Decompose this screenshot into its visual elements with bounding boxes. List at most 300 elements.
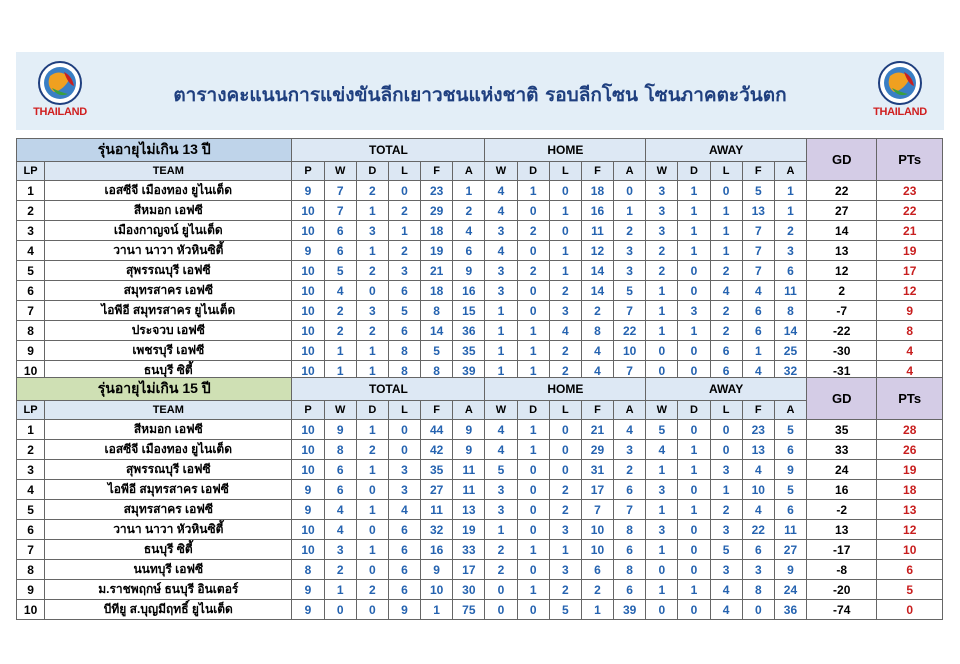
stat-cell: 1 (710, 241, 742, 261)
stat-cell: 3 (485, 261, 517, 281)
stat-cell: 7 (614, 301, 646, 321)
stat-cell: 3 (614, 440, 646, 460)
stat-cell: 22 (742, 520, 774, 540)
stat-cell: 17 (453, 560, 485, 580)
stat-cell: 1 (453, 181, 485, 201)
table-row (17, 440, 943, 460)
stat-cell: 9 (774, 560, 806, 580)
stat-cell: 9 (292, 241, 324, 261)
rank-cell: 3 (17, 221, 45, 241)
stat-cell: 1 (678, 201, 710, 221)
stat-cell: 1 (485, 301, 517, 321)
team-name-cell: วานา นาวา หัวหินซิตี้ (45, 241, 292, 261)
stat-cell: 1 (356, 341, 388, 361)
stat-header: A (614, 162, 646, 181)
home-header: HOME (485, 378, 646, 401)
stat-cell: 1 (324, 580, 356, 600)
team-name-cell: เอสซีจี เมืองทอง ยูไนเต็ด (45, 181, 292, 201)
stat-cell: 10 (292, 361, 324, 381)
stat-cell: 42 (421, 440, 453, 460)
stat-header: W (324, 162, 356, 181)
stat-header: F (421, 401, 453, 420)
team-name-cell: ธนบุรี ซิตี้ (45, 361, 292, 381)
stat-cell: 3 (324, 540, 356, 560)
stat-cell: 29 (421, 201, 453, 221)
stat-header: A (774, 162, 806, 181)
stat-cell: 11 (581, 221, 613, 241)
stat-cell: 2 (614, 221, 646, 241)
stat-cell: 7 (324, 201, 356, 221)
points-cell: 13 (877, 500, 943, 520)
goal-diff-cell: -30 (807, 341, 877, 361)
stat-cell: 0 (710, 440, 742, 460)
stat-header: L (710, 401, 742, 420)
stat-cell: 9 (324, 420, 356, 440)
points-cell: 10 (877, 540, 943, 560)
stat-cell: 2 (324, 321, 356, 341)
stat-cell: 6 (324, 460, 356, 480)
stat-cell: 8 (581, 321, 613, 341)
stat-cell: 5 (614, 281, 646, 301)
stat-cell: 0 (388, 420, 420, 440)
stat-cell: 3 (646, 201, 678, 221)
stat-header: P (292, 401, 324, 420)
stat-cell: 2 (710, 261, 742, 281)
stat-cell: 2 (356, 181, 388, 201)
stat-cell: 8 (292, 560, 324, 580)
stat-cell: 32 (774, 361, 806, 381)
team-name-cell: สีหมอก เอฟซี (45, 420, 292, 440)
stat-cell: 1 (356, 201, 388, 221)
goal-diff-cell: 13 (807, 520, 877, 540)
team-name-cell: วานา นาวา หัวหินซิตี้ (45, 520, 292, 540)
points-cell: 4 (877, 341, 943, 361)
stat-cell: 1 (356, 500, 388, 520)
stat-cell: 0 (517, 560, 549, 580)
stat-cell: 3 (646, 480, 678, 500)
rank-cell: 2 (17, 440, 45, 460)
stat-header: L (388, 162, 420, 181)
total-header: TOTAL (292, 378, 485, 401)
stat-cell: 0 (646, 560, 678, 580)
stat-cell: 2 (485, 540, 517, 560)
stat-cell: 3 (710, 560, 742, 580)
stat-cell: 0 (710, 181, 742, 201)
rank-cell: 6 (17, 520, 45, 540)
stat-cell: 8 (614, 520, 646, 540)
table-row (17, 560, 943, 580)
stat-cell: 1 (421, 600, 453, 620)
stat-cell: 5 (710, 540, 742, 560)
stat-cell: 0 (678, 420, 710, 440)
goal-diff-cell: -8 (807, 560, 877, 580)
stat-cell: 1 (485, 321, 517, 341)
stat-cell: 4 (742, 281, 774, 301)
stat-cell: 9 (292, 500, 324, 520)
stat-cell: 6 (388, 560, 420, 580)
stat-cell: 0 (356, 480, 388, 500)
stat-cell: 9 (292, 580, 324, 600)
stat-cell: 4 (485, 440, 517, 460)
stat-header: W (646, 401, 678, 420)
stat-header: F (742, 401, 774, 420)
stat-header: D (517, 162, 549, 181)
stat-cell: 1 (678, 580, 710, 600)
goal-diff-cell: 14 (807, 221, 877, 241)
stat-cell: 6 (774, 500, 806, 520)
stat-cell: 10 (292, 321, 324, 341)
stat-cell: 1 (678, 440, 710, 460)
rank-cell: 9 (17, 580, 45, 600)
stat-cell: 4 (646, 440, 678, 460)
stat-cell: 4 (485, 201, 517, 221)
stat-cell: 1 (356, 460, 388, 480)
stat-header: A (453, 401, 485, 420)
stat-cell: 4 (549, 321, 581, 341)
stat-cell: 7 (324, 181, 356, 201)
stat-cell: 3 (614, 241, 646, 261)
stat-cell: 1 (678, 321, 710, 341)
stat-cell: 2 (453, 201, 485, 221)
goal-diff-cell: 13 (807, 241, 877, 261)
stat-cell: 0 (678, 341, 710, 361)
team-name-cell: เพชรบุรี เอฟซี (45, 341, 292, 361)
stat-cell: 2 (549, 500, 581, 520)
rank-cell: 9 (17, 341, 45, 361)
stat-cell: 7 (614, 361, 646, 381)
stat-cell: 1 (774, 181, 806, 201)
stat-header: W (485, 401, 517, 420)
stat-cell: 6 (614, 540, 646, 560)
stat-cell: 2 (581, 580, 613, 600)
stat-cell: 8 (774, 301, 806, 321)
team-name-cell: ประจวบ เอฟซี (45, 321, 292, 341)
stat-cell: 0 (614, 181, 646, 201)
team-name-cell: เมืองกาญจน์ ยูไนเต็ด (45, 221, 292, 241)
points-cell: 0 (877, 600, 943, 620)
goal-diff-cell: 12 (807, 261, 877, 281)
stat-cell: 3 (646, 520, 678, 540)
stat-header: W (324, 401, 356, 420)
points-cell: 19 (877, 460, 943, 480)
rank-cell: 1 (17, 181, 45, 201)
stat-cell: 6 (324, 241, 356, 261)
stat-cell: 0 (742, 600, 774, 620)
stat-cell: 4 (614, 420, 646, 440)
stat-cell: 10 (292, 301, 324, 321)
stat-cell: 9 (453, 261, 485, 281)
stat-cell: 17 (581, 480, 613, 500)
thailand-youth-league-logo (864, 58, 936, 124)
stat-cell: 3 (388, 261, 420, 281)
table-row (17, 341, 943, 361)
rank-cell: 1 (17, 420, 45, 440)
stat-cell: 7 (581, 500, 613, 520)
stat-cell: 9 (292, 600, 324, 620)
stat-cell: 0 (549, 181, 581, 201)
total-header: TOTAL (292, 139, 485, 162)
stat-cell: 1 (388, 221, 420, 241)
stat-cell: 2 (356, 321, 388, 341)
stat-cell: 0 (646, 361, 678, 381)
stat-cell: 2 (646, 241, 678, 261)
stat-cell: 4 (324, 500, 356, 520)
stat-cell: 6 (710, 341, 742, 361)
stat-cell: 0 (517, 500, 549, 520)
points-cell: 17 (877, 261, 943, 281)
stat-cell: 7 (742, 261, 774, 281)
stat-cell: 44 (421, 420, 453, 440)
table-row (17, 520, 943, 540)
stat-cell: 9 (292, 181, 324, 201)
team-header: TEAM (45, 162, 292, 181)
stat-cell: 9 (774, 460, 806, 480)
stat-header: F (742, 162, 774, 181)
stat-cell: 2 (710, 321, 742, 341)
stat-cell: 21 (421, 261, 453, 281)
stat-cell: 10 (292, 201, 324, 221)
stat-cell: 14 (421, 321, 453, 341)
table-row (17, 221, 943, 241)
stat-cell: 2 (581, 301, 613, 321)
stat-cell: 3 (356, 221, 388, 241)
stat-cell: 2 (356, 440, 388, 460)
stat-cell: 1 (517, 420, 549, 440)
stat-cell: 13 (742, 201, 774, 221)
stat-cell: 0 (517, 241, 549, 261)
points-cell: 22 (877, 201, 943, 221)
stat-cell: 1 (710, 480, 742, 500)
stat-header: A (774, 401, 806, 420)
stat-cell: 3 (646, 221, 678, 241)
stat-cell: 30 (453, 580, 485, 600)
stat-cell: 1 (581, 600, 613, 620)
table-row (17, 281, 943, 301)
stat-cell: 1 (324, 361, 356, 381)
stat-cell: 27 (421, 480, 453, 500)
stat-cell: 0 (646, 600, 678, 620)
stat-cell: 6 (453, 241, 485, 261)
stat-cell: 3 (710, 520, 742, 540)
table-row (17, 321, 943, 341)
stat-header: A (614, 401, 646, 420)
table-row (17, 580, 943, 600)
points-cell: 4 (877, 361, 943, 381)
goal-diff-cell: -22 (807, 321, 877, 341)
stat-header: D (678, 162, 710, 181)
stat-cell: 10 (614, 341, 646, 361)
stat-cell: 4 (388, 500, 420, 520)
stat-cell: 0 (324, 600, 356, 620)
stat-header: L (388, 401, 420, 420)
stat-cell: 11 (774, 520, 806, 540)
points-cell: 12 (877, 281, 943, 301)
stat-header: W (485, 162, 517, 181)
stat-cell: 36 (774, 600, 806, 620)
rank-cell: 6 (17, 281, 45, 301)
stat-cell: 2 (324, 301, 356, 321)
stat-cell: 29 (581, 440, 613, 460)
goal-diff-cell: 27 (807, 201, 877, 221)
stat-cell: 1 (356, 361, 388, 381)
stat-cell: 1 (549, 241, 581, 261)
goal-diff-cell: 2 (807, 281, 877, 301)
stat-cell: 33 (453, 540, 485, 560)
header-banner (16, 52, 944, 130)
stat-cell: 3 (549, 301, 581, 321)
stat-cell: 4 (581, 341, 613, 361)
table-row (17, 480, 943, 500)
stat-cell: 1 (646, 540, 678, 560)
stat-cell: 13 (742, 440, 774, 460)
stat-cell: 39 (453, 361, 485, 381)
stat-cell: 5 (324, 261, 356, 281)
team-name-cell: เอสซีจี เมืองทอง ยูไนเต็ด (45, 440, 292, 460)
stat-cell: 2 (646, 261, 678, 281)
points-cell: 6 (877, 560, 943, 580)
stat-cell: 1 (678, 500, 710, 520)
team-name-cell: สมุทรสาคร เอฟซี (45, 500, 292, 520)
stat-cell: 3 (549, 520, 581, 540)
stat-cell: 32 (421, 520, 453, 540)
stat-cell: 0 (485, 600, 517, 620)
team-name-cell: สมุทรสาคร เอฟซี (45, 281, 292, 301)
stat-cell: 31 (581, 460, 613, 480)
stat-cell: 6 (742, 321, 774, 341)
team-name-cell: สุพรรณบุรี เอฟซี (45, 460, 292, 480)
stat-cell: 3 (614, 261, 646, 281)
stat-cell: 25 (774, 341, 806, 361)
stat-cell: 4 (485, 241, 517, 261)
stat-cell: 6 (581, 560, 613, 580)
stat-cell: 8 (421, 361, 453, 381)
stat-cell: 2 (549, 480, 581, 500)
group-title: รุ่นอายุไม่เกิน 13 ปี (17, 139, 292, 162)
stat-cell: 0 (646, 341, 678, 361)
stat-cell: 19 (421, 241, 453, 261)
stat-cell: 6 (324, 221, 356, 241)
gd-header: GD (807, 139, 877, 181)
stat-cell: 8 (742, 580, 774, 600)
stat-cell: 9 (421, 560, 453, 580)
stat-cell: 4 (453, 221, 485, 241)
stat-cell: 9 (292, 480, 324, 500)
stat-cell: 7 (742, 241, 774, 261)
stat-cell: 0 (517, 201, 549, 221)
stat-cell: 1 (774, 201, 806, 221)
team-name-cell: ธนบุรี ซิตี้ (45, 540, 292, 560)
rank-cell: 5 (17, 261, 45, 281)
table-row (17, 540, 943, 560)
stat-cell: 16 (581, 201, 613, 221)
stat-cell: 1 (678, 181, 710, 201)
stat-cell: 22 (614, 321, 646, 341)
stat-cell: 6 (388, 281, 420, 301)
stat-cell: 27 (774, 540, 806, 560)
stat-cell: 5 (549, 600, 581, 620)
points-cell: 26 (877, 440, 943, 460)
stat-cell: 6 (774, 440, 806, 460)
rank-cell: 10 (17, 361, 45, 381)
stat-cell: 16 (421, 540, 453, 560)
stat-cell: 0 (678, 261, 710, 281)
stat-cell: 4 (324, 281, 356, 301)
stat-cell: 0 (678, 520, 710, 540)
lp-header: LP (17, 401, 45, 420)
stat-cell: 6 (388, 580, 420, 600)
stat-cell: 11 (453, 480, 485, 500)
table-row (17, 600, 943, 620)
stat-header: D (356, 401, 388, 420)
stat-cell: 6 (710, 361, 742, 381)
team-name-cell: บีทียู ส.บุญมีฤทธิ์ ยูไนเต็ด (45, 600, 292, 620)
table-row (17, 261, 943, 281)
stat-cell: 3 (742, 560, 774, 580)
stat-cell: 1 (678, 221, 710, 241)
stat-cell: 5 (774, 420, 806, 440)
stat-cell: 10 (292, 341, 324, 361)
goal-diff-cell: 35 (807, 420, 877, 440)
stat-cell: 1 (517, 341, 549, 361)
stat-cell: 35 (421, 460, 453, 480)
goal-diff-cell: -7 (807, 301, 877, 321)
stat-cell: 6 (388, 540, 420, 560)
points-cell: 21 (877, 221, 943, 241)
stat-cell: 9 (388, 600, 420, 620)
stat-cell: 15 (453, 301, 485, 321)
points-cell: 8 (877, 321, 943, 341)
stat-cell: 3 (388, 480, 420, 500)
stat-cell: 4 (710, 281, 742, 301)
stat-cell: 2 (710, 301, 742, 321)
group-title: รุ่นอายุไม่เกิน 15 ปี (17, 378, 292, 401)
pts-header: PTs (877, 139, 943, 181)
stat-cell: 10 (292, 261, 324, 281)
stat-cell: 2 (485, 560, 517, 580)
table-row (17, 460, 943, 480)
stat-cell: 18 (421, 281, 453, 301)
stat-cell: 13 (453, 500, 485, 520)
stat-header: F (581, 162, 613, 181)
gd-header: GD (807, 378, 877, 420)
stat-cell: 1 (517, 580, 549, 600)
stat-cell: 4 (324, 520, 356, 540)
rank-cell: 7 (17, 540, 45, 560)
stat-cell: 0 (485, 580, 517, 600)
logo-text-main: THAILAND (873, 106, 927, 118)
stat-cell: 75 (453, 600, 485, 620)
stat-cell: 0 (517, 480, 549, 500)
stat-header: L (549, 162, 581, 181)
goal-diff-cell: -20 (807, 580, 877, 600)
stat-cell: 18 (421, 221, 453, 241)
stat-cell: 10 (581, 540, 613, 560)
table-row (17, 420, 943, 440)
stat-cell: 1 (614, 201, 646, 221)
rank-cell: 3 (17, 460, 45, 480)
away-header: AWAY (646, 378, 807, 401)
team-name-cell: สีหมอก เอฟซี (45, 201, 292, 221)
stat-cell: 16 (453, 281, 485, 301)
soccer-ball-icon (864, 58, 936, 108)
table-row (17, 181, 943, 201)
stat-cell: 2 (549, 281, 581, 301)
stat-cell: 1 (485, 520, 517, 540)
goal-diff-cell: 22 (807, 181, 877, 201)
stat-cell: 10 (742, 480, 774, 500)
team-header: TEAM (45, 401, 292, 420)
stat-cell: 1 (646, 580, 678, 600)
